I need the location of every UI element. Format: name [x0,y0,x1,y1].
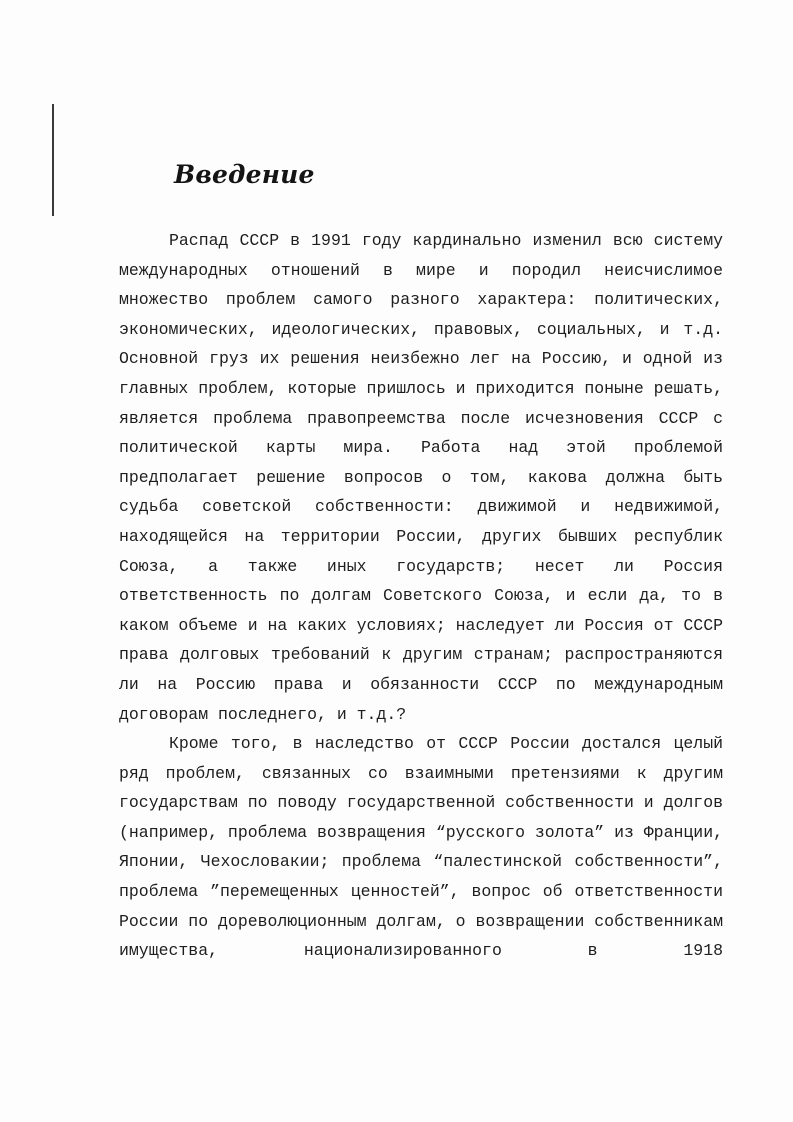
paragraph-2: Кроме того, в наследство от СССР России достался целый ряд проблем, связанных со взаимными претензиями к другим государствам по поводу государственной собственности и долгов (например, проблема возвращения “русского золота” из Франции, Японии, Чехословакии; проблема “палестинской собственности”, проблема ”перемещенных ценностей”, вопрос об ответственности России по дореволюционным долгам, о возвращении собственникам имущества, национализированного в 1918 [119,734,723,961]
page-title: Введение [174,160,315,189]
body-text [119,226,723,966]
paragraph-1: Распад СССР в 1991 году кардинально изменил всю систему международных отношений в мире и породил неисчислимое множество проблем самого разного характера: политических, экономических, идеологических, правовых, социальных, и т.д. Основной груз их решения неизбежно лег на Россию, и одной из главных проблем, которые пришлось и приходится поныне решать, является проблема правопреемства после исчезновения СССР с политической карты мира. Работа над этой проблемой предполагает решение вопросов о том, какова должна быть судьба советской собственности: движимой и недвижимой, находящейся на территории России, других бывших республик Союза, а также иных государств; несет ли Россия ответственность по долгам Советского Союза, и если да, то в каком объеме и на каких условиях; наследует ли Россия от СССР права долговых требований к другим странам; распространяются ли на Россию права и обязанности СССР по международным договорам последнего, и т.д.? [119,231,723,724]
margin-rule [52,104,54,216]
